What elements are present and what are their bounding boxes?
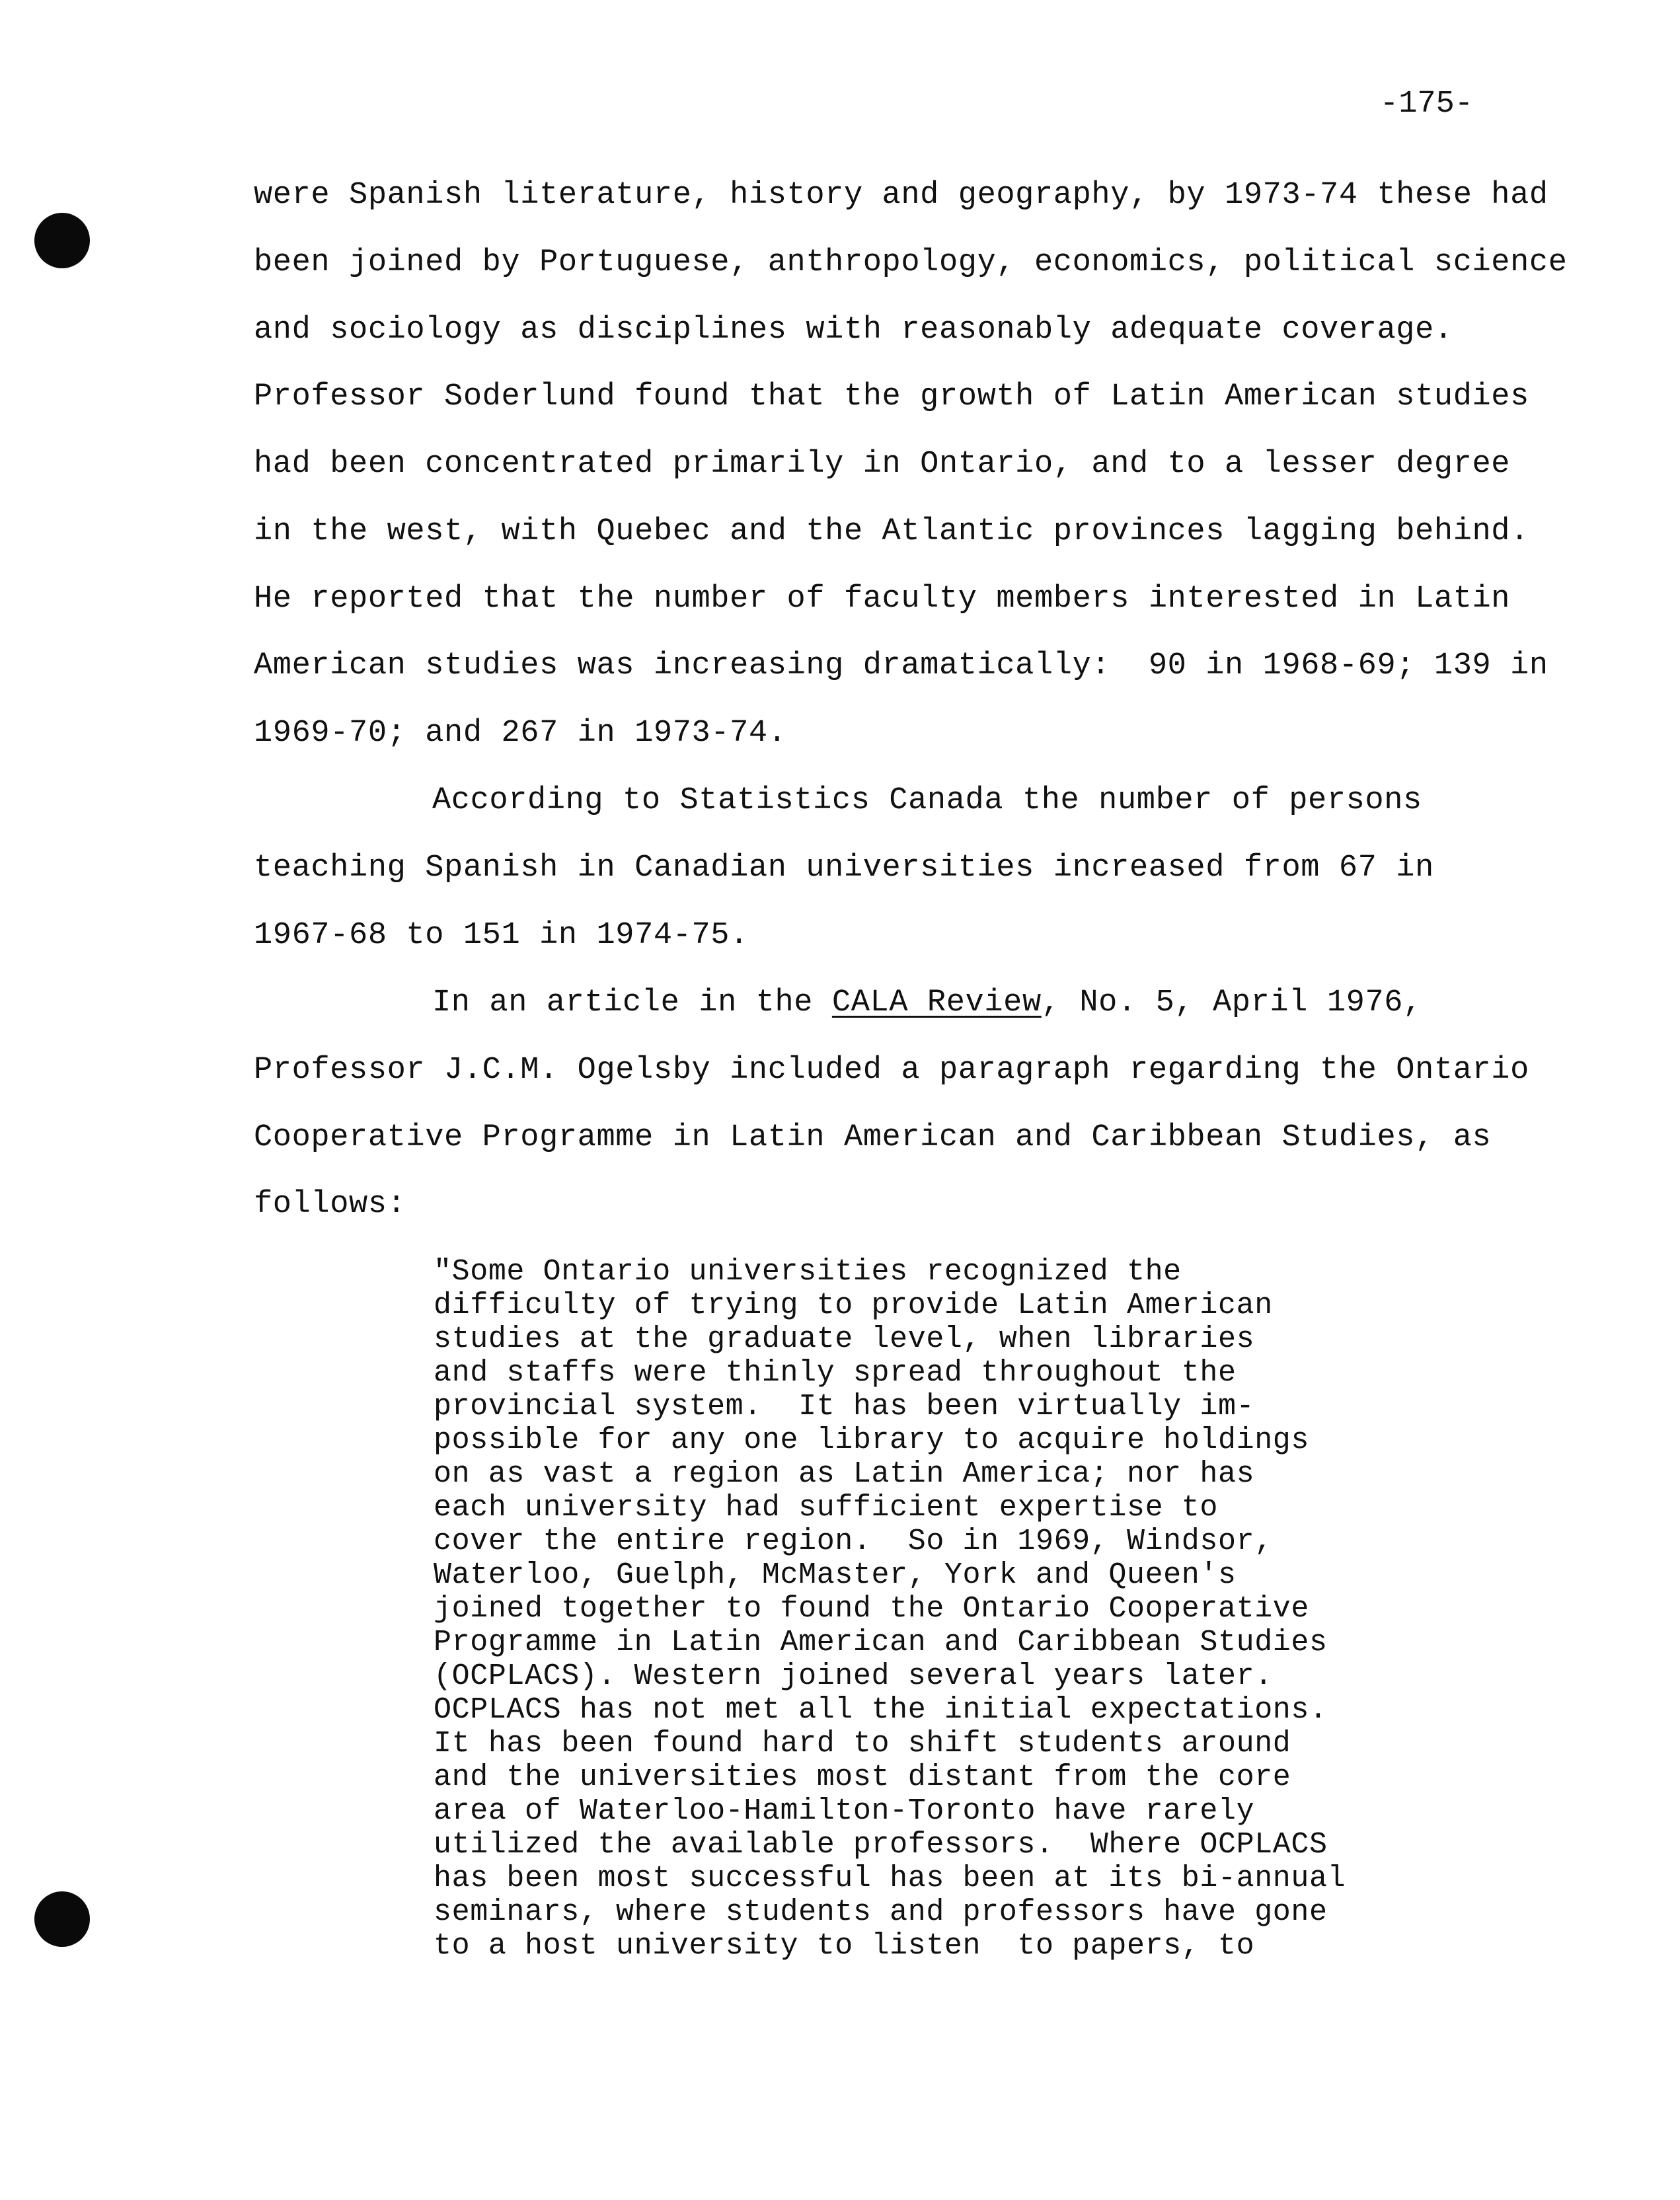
quote-line: on as vast a region as Latin America; nor has <box>434 1457 1255 1491</box>
quote-line: Programme in Latin American and Caribbean Studies <box>434 1626 1328 1659</box>
quote-line: to a host university to listen to papers, to <box>434 1929 1255 1963</box>
body-line: and sociology as disciplines with reasonably adequate coverage. <box>254 313 1453 348</box>
body-line: 1967-68 to 151 in 1974-75. <box>254 918 749 953</box>
body-line: in the west, with Quebec and the Atlantic provinces lagging behind. <box>254 514 1529 549</box>
body-line: Professor J.C.M. Ogelsby included a paragraph regarding the Ontario <box>254 1053 1529 1088</box>
quote-line: Waterloo, Guelph, McMaster, York and Queen's <box>434 1558 1237 1592</box>
body-line: He reported that the number of faculty members interested in Latin <box>254 582 1511 617</box>
body-line: follows: <box>254 1187 406 1222</box>
body-line: Professor Soderlund found that the growth of Latin American studies <box>254 379 1529 414</box>
quote-line: studies at the graduate level, when libraries <box>434 1322 1255 1356</box>
quote-line: possible for any one library to acquire holdings <box>434 1423 1310 1457</box>
quote-line: and the universities most distant from the core <box>434 1761 1291 1794</box>
quote-line: (OCPLACS). Western joined several years later. <box>434 1659 1273 1693</box>
quote-line: area of Waterloo-Hamilton-Toronto have rarely <box>434 1794 1255 1828</box>
quote-line: utilized the available professors. Where OCPLACS <box>434 1828 1328 1862</box>
body-line: 1969-70; and 267 in 1973-74. <box>254 716 787 751</box>
article-text-before: In an article in the <box>432 985 832 1020</box>
quote-line: It has been found hard to shift students around <box>434 1727 1291 1761</box>
quote-line: OCPLACS has not met all the initial expectations. <box>434 1693 1328 1727</box>
quote-line: difficulty of trying to provide Latin American <box>434 1289 1273 1322</box>
quote-line: has been most successful has been at its bi-annual <box>434 1862 1346 1895</box>
punch-hole-bottom <box>34 1891 90 1947</box>
paragraph-start-line: According to Statistics Canada the number of persons <box>432 783 1422 818</box>
quote-line: each university had sufficient expertise to <box>434 1491 1218 1525</box>
journal-title: CALA Review <box>831 985 1042 1020</box>
quote-line: joined together to found the Ontario Cooperative <box>434 1592 1310 1626</box>
quote-line: cover the entire region. So in 1969, Windsor, <box>434 1525 1273 1558</box>
quote-line: "Some Ontario universities recognized the <box>434 1255 1182 1289</box>
article-reference-line <box>432 983 1422 1023</box>
quote-line: and staffs were thinly spread throughout the <box>434 1356 1237 1390</box>
page-number: -175- <box>1380 87 1474 122</box>
body-line: been joined by Portuguese, anthropology, economics, political science <box>254 245 1568 280</box>
body-line: had been concentrated primarily in Ontario, and to a lesser degree <box>254 447 1511 482</box>
article-text-after: , No. 5, April 1976, <box>1041 985 1422 1020</box>
quote-line: seminars, where students and professors have gone <box>434 1895 1328 1929</box>
punch-hole-top <box>34 213 90 268</box>
quote-line: provincial system. It has been virtually im- <box>434 1390 1255 1423</box>
body-line: were Spanish literature, history and geography, by 1973-74 these had <box>254 178 1548 213</box>
body-line: American studies was increasing dramatically: 90 in 1968-69; 139 in <box>254 648 1548 683</box>
body-line: teaching Spanish in Canadian universities increased from 67 in <box>254 851 1434 886</box>
body-line: Cooperative Programme in Latin American and Caribbean Studies, as <box>254 1120 1492 1155</box>
